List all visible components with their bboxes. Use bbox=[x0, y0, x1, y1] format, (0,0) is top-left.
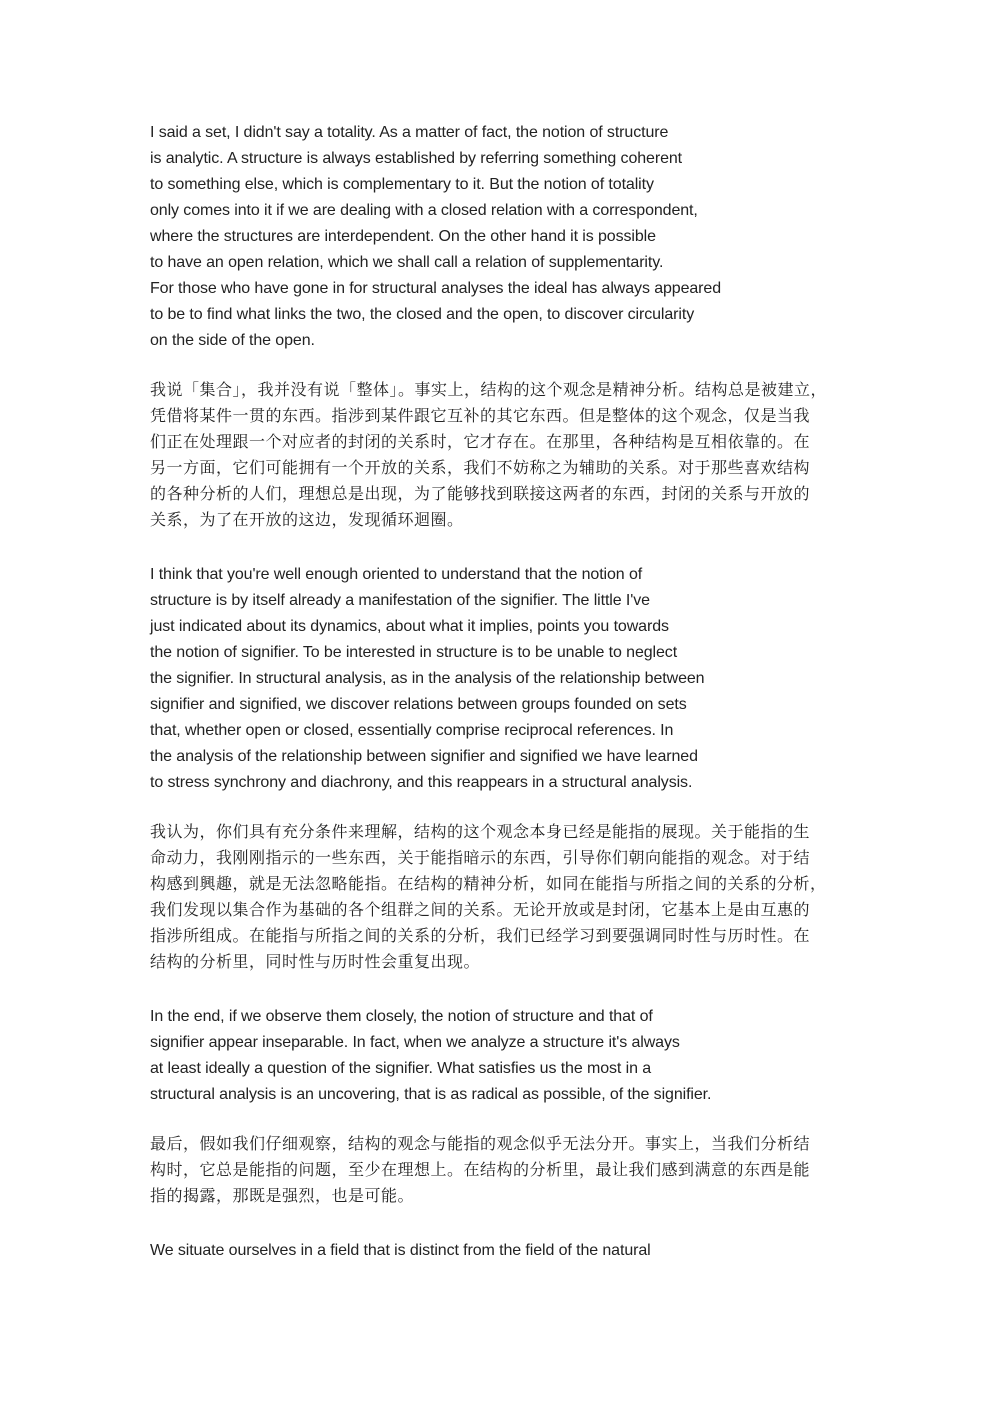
text-line: the notion of signifier. To be interested in structure is to be unable to neglect bbox=[150, 644, 678, 661]
text-line: I think that you're well enough oriented to understand that the notion of bbox=[150, 566, 643, 583]
paragraph-zh-2 bbox=[150, 819, 844, 975]
text-line: 构感到興趣，就是无法忽略能指。在结构的精神分析，如同在能指与所指之间的关系的分析， bbox=[150, 874, 827, 893]
text-line: 的各种分析的人们，理想总是出现，为了能够找到联接这两者的东西，封闭的关系与开放的 bbox=[150, 484, 811, 503]
text-line: the analysis of the relationship between signifier and signified we have learned bbox=[150, 748, 698, 765]
text-line: 我说「集合」，我并没有说「整体」。事实上，结构的这个观念是精神分析。结构总是被建立， bbox=[150, 380, 828, 399]
text-line: 我认为，你们具有充分条件来理解，结构的这个观念本身已经是能指的展现。关于能指的生 bbox=[150, 822, 811, 841]
text-line: structural analysis is an uncovering, that is as radical as possible, of the signifier. bbox=[150, 1086, 712, 1103]
text-line: signifier and signified, we discover relations between groups founded on sets bbox=[150, 696, 687, 713]
text-line: 另一方面，它们可能拥有一个开放的关系，我们不妨称之为辅助的关系。对于那些喜欢结构 bbox=[150, 458, 811, 477]
text-line: to have an open relation, which we shall call a relation of supplementarity. bbox=[150, 254, 664, 271]
text-line: 指涉所组成。在能指与所指之间的关系的分析，我们已经学习到要强调同时性与历时性。在 bbox=[150, 926, 811, 945]
paragraph-en-3 bbox=[150, 1004, 711, 1108]
paragraph-zh-1 bbox=[150, 377, 844, 533]
text-line: the signifier. In structural analysis, as in the analysis of the relationship between bbox=[150, 670, 705, 687]
text-line: that, whether open or closed, essentially comprise reciprocal references. In bbox=[150, 722, 674, 739]
text-line: 关系，为了在开放的这边，发现循环迴圈。 bbox=[150, 510, 464, 529]
text-line: where the structures are interdependent. On the other hand it is possible bbox=[150, 228, 656, 245]
paragraph-en-1 bbox=[150, 120, 721, 354]
text-line: 构时，它总是能指的问题，至少在理想上。在结构的分析里，最让我们感到满意的东西是能 bbox=[150, 1160, 811, 1179]
text-line: We situate ourselves in a field that is distinct from the field of the natural bbox=[150, 1242, 651, 1259]
text-line: is analytic. A structure is always established by referring something coherent bbox=[150, 150, 683, 167]
paragraph-en-2 bbox=[150, 562, 704, 796]
text-line: 命动力，我刚刚指示的一些东西，关于能指暗示的东西，引导你们朝向能指的观念。对于结 bbox=[150, 848, 811, 867]
text-line: structure is by itself already a manifestation of the signifier. The little I've bbox=[150, 592, 650, 609]
text-line: For those who have gone in for structural analyses the ideal has always appeared bbox=[150, 280, 722, 297]
text-line: 们正在处理跟一个对应者的封闭的关系时，它才存在。在那里，各种结构是互相依靠的。在 bbox=[150, 432, 811, 451]
text-line: 最后，假如我们仔细观察，结构的观念与能指的观念似乎无法分开。事实上，当我们分析结 bbox=[150, 1134, 811, 1153]
text-line: 凭借将某件一贯的东西。指涉到某件跟它互补的其它东西。但是整体的这个观念，仅是当我 bbox=[150, 406, 811, 425]
text-line: 结构的分析里，同时性与历时性会重复出现。 bbox=[150, 952, 481, 971]
text-line: to stress synchrony and diachrony, and this reappears in a structural analysis. bbox=[150, 774, 693, 791]
text-line: to something else, which is complementary to it. But the notion of totality bbox=[150, 176, 654, 193]
text-line: just indicated about its dynamics, about what it implies, points you towards bbox=[150, 618, 669, 635]
text-line: 我们发现以集合作为基础的各个组群之间的关系。无论开放或是封闭，它基本上是由互惠的 bbox=[150, 900, 811, 919]
text-line: only comes into it if we are dealing with a closed relation with a correspondent, bbox=[150, 202, 698, 219]
text-line: at least ideally a question of the signifier. What satisfies us the most in a bbox=[150, 1060, 652, 1077]
paragraph-zh-3 bbox=[150, 1131, 844, 1209]
paragraph-en-4 bbox=[150, 1238, 651, 1264]
text-line: to be to find what links the two, the closed and the open, to discover circularity bbox=[150, 306, 695, 323]
text-line: In the end, if we observe them closely, the notion of structure and that of bbox=[150, 1008, 653, 1025]
text-line: 指的揭露，那既是强烈，也是可能。 bbox=[150, 1186, 415, 1205]
text-line: on the side of the open. bbox=[150, 332, 315, 349]
text-line: I said a set, I didn't say a totality. As a matter of fact, the notion of structure bbox=[150, 124, 669, 141]
text-line: signifier appear inseparable. In fact, when we analyze a structure it's always bbox=[150, 1034, 680, 1051]
